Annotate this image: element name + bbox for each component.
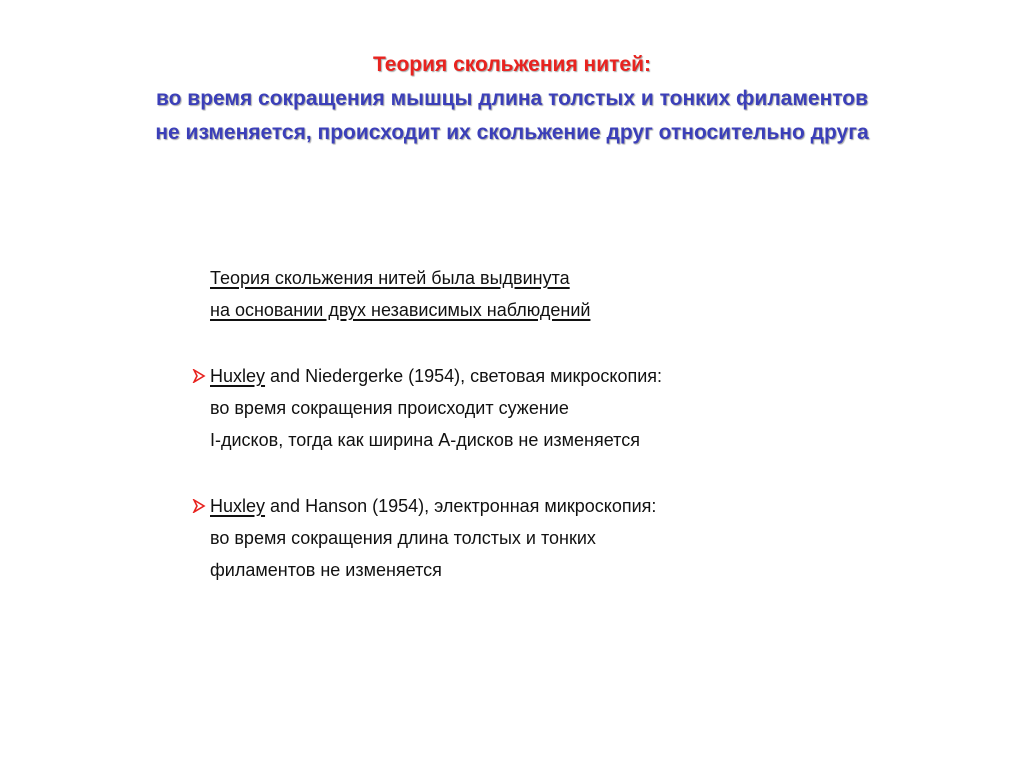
intro-line-1: Теория скольжения нитей была выдвинута: [210, 268, 570, 288]
observation-source: and Niedergerke (1954), световая микроскопия:: [265, 366, 663, 386]
arrow-bullet-icon: [192, 499, 206, 513]
observation-heading: [190, 490, 890, 522]
intro-line-2: на основании двух независимых наблюдений: [210, 300, 591, 320]
intro-text: [190, 262, 890, 326]
observation-line-2: во время сокращения происходит сужение: [210, 398, 569, 418]
observation-item: [190, 360, 890, 456]
observation-author: Huxley: [210, 366, 266, 386]
slide-body: [190, 262, 890, 586]
observation-line-3: I-дисков, тогда как ширина А-дисков не изменяется: [210, 430, 640, 450]
title-line-2: во время сокращения мышцы длина толстых и тонких филаментов: [155, 87, 869, 110]
title-heading: Теория скольжения нитей:: [372, 53, 651, 76]
slide-title: [0, 48, 1024, 150]
observation-line-2: во время сокращения длина толстых и тонких: [210, 528, 596, 548]
observation-line-3: филаментов не изменяется: [210, 560, 442, 580]
title-line-3: не изменяется, происходит их скольжение друг относительно друга: [155, 121, 869, 144]
observation-heading: [190, 360, 890, 392]
observation-item: [190, 490, 890, 586]
arrow-bullet-icon: [192, 369, 206, 383]
observation-author: Huxley: [210, 496, 266, 516]
observation-source: and Hanson (1954), электронная микроскопия:: [265, 496, 657, 516]
